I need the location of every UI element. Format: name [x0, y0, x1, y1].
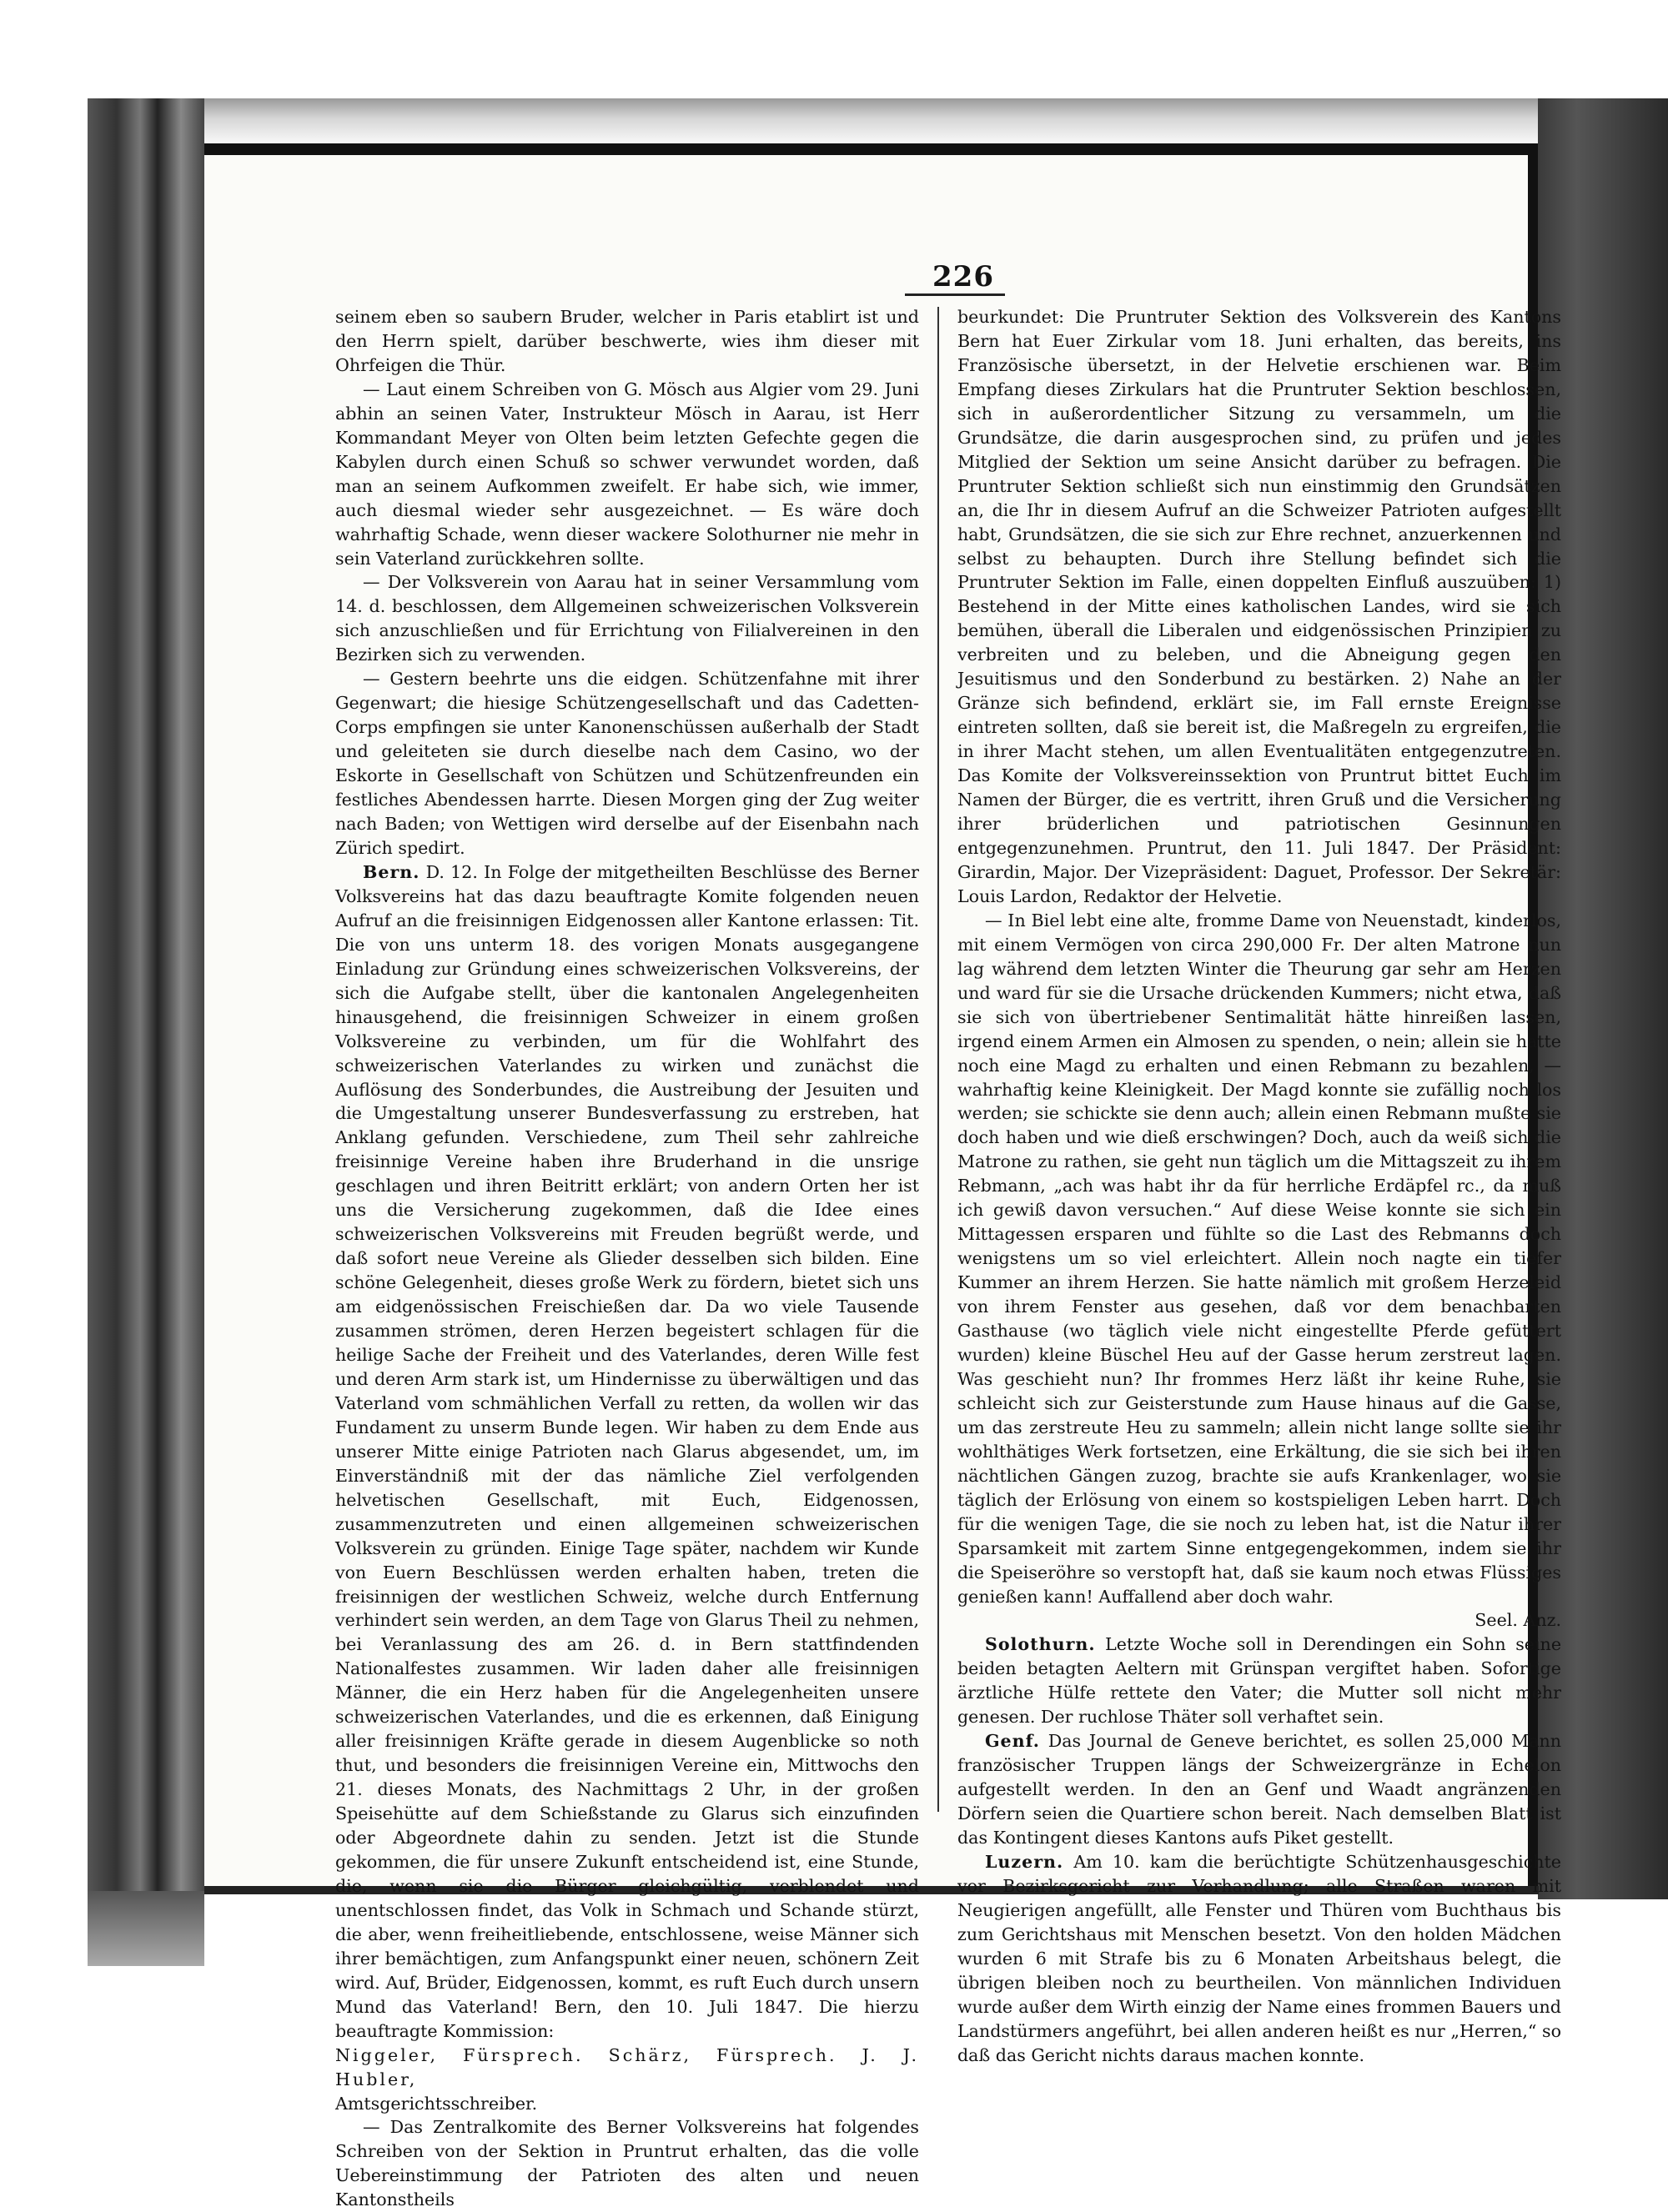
place-dateline: Genf.: [984, 1731, 1040, 1752]
article-paragraph: [335, 570, 919, 667]
dateline-paragraph: [335, 860, 919, 2044]
paragraph-text: Das Journal de Geneve berichtet, es sollen 25,000 Mann französischer Truppen längs der Schweizergränze in Echelon aufgestellt werden. In den an Genf und Waadt angränzenden Dörfern seien die Quartiere schon bereit. Nach demselben Blatt ist das Kontingent dieses Kantons aufs Piket gestellt.: [957, 1731, 1562, 1848]
right-column: [957, 305, 1561, 2068]
book-spine: [88, 98, 204, 1891]
column-divider: [937, 307, 939, 1812]
article-paragraph: [335, 305, 919, 378]
article-paragraph: [335, 667, 919, 860]
paragraph-text: — Gestern beehrte uns die eidgen. Schützenfahne mit ihrer Gegenwart; die hiesige Schützengesellschaft und das Cadetten-Corps empfingen sie unter Kanonenschüssen außerhalb der Stadt und geleiteten sie durch dieselbe nach dem Casino, wo der Eskorte in Gesellschaft von Schützen und Schützenfreunden ein festliches Abendessen harrte. Diesen Morgen ging der Zug weiter nach Baden; von Wettigen wird derselbe auf der Eisenbahn nach Zürich spedirt.: [335, 669, 919, 858]
paragraph-text: Amtsgerichtsschreiber.: [335, 2093, 538, 2114]
dateline-paragraph: [957, 1633, 1561, 1729]
paragraph-text: seinem eben so saubern Bruder, welcher in Paris etablirt ist und den Herrn spielt, darüber beschwerte, wies ihm dieser mit Ohrfeigen die Thür.: [335, 307, 919, 375]
place-dateline: Solothurn.: [984, 1634, 1096, 1655]
article-paragraph: [335, 378, 919, 571]
scan-top-shadow: [88, 98, 1668, 148]
place-dateline: Bern.: [362, 861, 420, 882]
source-signoff: Seel. Anz.: [1475, 1610, 1561, 1631]
paragraph-text: — Das Zentralkomite des Berner Volksvereins hat folgendes Schreiben von der Sektion in Pruntrut erhalten, das die volle Uebereinstimmung der Patrioten des alten und neuen Kantonstheils: [335, 2117, 919, 2210]
article-paragraph: [335, 2092, 919, 2116]
scan-margin-left: [0, 0, 88, 2205]
dateline-paragraph: [957, 1850, 1561, 2068]
article-paragraph: [335, 2115, 919, 2212]
page-number: 226: [932, 260, 994, 293]
paragraph-text: — Der Volksverein von Aarau hat in seiner Versammlung vom 14. d. beschlossen, dem Allgemeinen schweizerischen Volksverein sich anzuschließen und für Errichtung von Filialvereinen in den Bezirken sich zu verwenden.: [335, 572, 919, 665]
paragraph-text: — Laut einem Schreiben von G. Mösch aus Algier vom 29. Juni abhin an seinen Vater, Instrukteur Mösch in Aarau, ist Herr Kommandant Meyer von Olten beim letzten Gefechte gegen die Kabylen durch einen Schuß so schwer verwundet worden, daß man an seinem Aufkommen zweifelt. Er habe sich, wie immer, auch diesmal wieder sehr ausgezeichnet. — Es wäre doch wahrhaftig Schade, wenn dieser wackere Solothurner nie mehr in sein Vaterland zurückkehren sollte.: [335, 379, 919, 569]
paragraph-text: Am 10. kam die berüchtigte Schützenhausgeschichte vor Bezirksgericht zur Verhandlung; alle Straßen waren mit Neugierigen angefüllt, alle Fenster und Thüren vom Buchthaus bis zum Gerichtshaus mit Menschen besetzt. Von den holden Mädchen wurden 6 mit Strafe bis zu 6 Monaten Arbeitshaus belegt, die übrigen bleiben noch zu beurtheilen. Von männlichen Individuen wurde außer dem Wirth einzig der Name eines frommen Bauers und Landstürmers angeführt, bei allen anderen heißt es nur „Herren,“ so daß das Gericht nichts daraus machen konnte.: [957, 1852, 1561, 2065]
page-border-top: [204, 143, 1535, 155]
paragraph-text: — In Biel lebt eine alte, fromme Dame von Neuenstadt, kinderlos, mit einem Vermögen von circa 290,000 Fr. Der alten Matrone nun lag während dem letzten Winter die Theurung gar sehr am Herzen und ward für sie die Ursache drückenden Kummers; nicht etwa, daß sie sich von übertriebener Sentimalität hätte hinreißen lassen, irgend einem Armen ein Almosen zu spenden, o nein; allein sie hatte noch eine Magd zu erhalten und einen Rebmann zu bezahlen, — wahrhaftig keine Kleinigkeit. Der Magd konnte sie zufällig noch los werden; sie schickte sie denn auch; allein einen Rebmann mußte sie doch haben und wie dieß erschwingen? Doch, auch da weiß sich die Matrone zu rathen, sie geht nun täglich um die Mittagszeit zu ihrem Rebmann, „ach was habt ihr da für herrliche Erdäpfel rc., da muß ich gewiß davon versuchen.“ Auf diese Weise konnte sie sich ein Mittagessen ersparen und fühlte so die Last des Rebmanns doch wenigstens um so viel erleichtert. Allein noch nagte ein tiefer Kummer an ihrem Herzen. Sie hatte nämlich mit großem Herzeleid von ihrem Fenster aus gesehen, daß vor dem benachbarten Gasthause (wo täglich viele nicht eingestellte Pferde gefüttert wurden) kleine Büschel Heu auf der Gasse herum zerstreut lagen. Was geschieht nun? Ihr frommes Herz läßt ihr keine Ruhe, sie schleicht sich zur Geisterstunde zum Hause hinaus auf die Gasse, um das zerstreute Heu zu sammeln; allein nicht lange sollte sie ihr wohlthätiges Werk fortsetzen, eine Erkältung, die sie sich bei ihren nächtlichen Gängen zuzog, brachte sie aufs Krankenlager, wo sie täglich der Erlösung von einem so kostspieligen Leben harrt. Doch für die wenigen Tage, die sie noch zu leben hat, ist die Natur ihrer Sparsamkeit mit zartem Sinne entgegengekommen, indem sie ihr die Speiseröhre so verstopft hat, daß sie kaum noch etwas Flüssiges genießen kann! Auffallend aber doch wahr.: [957, 910, 1561, 1607]
article-paragraph: [957, 305, 1561, 909]
paragraph-text: Letzte Woche soll in Derendingen ein Sohn seine beiden betagten Aeltern mit Grünspan vergiftet haben. Sofortige ärztliche Hülfe rettete den Vater; die Mutter soll nicht mehr genesen. Der ruchlose Thäter soll verhaftet sein.: [957, 1634, 1562, 1728]
article-paragraph: [957, 909, 1561, 1633]
dateline-paragraph: [957, 1729, 1561, 1850]
page-number-rule: [905, 293, 1005, 296]
book-edge-bottom: [88, 1891, 204, 1966]
paragraph-text: Niggeler, Fürsprech. Schärz, Fürsprech. J. J. Hubler,: [335, 2044, 919, 2089]
place-dateline: Luzern.: [984, 1852, 1064, 1872]
article-paragraph: [335, 2044, 919, 2092]
left-column: [335, 305, 919, 2212]
paragraph-text: D. 12. In Folge der mitgetheilten Beschlüsse des Berner Volksvereins hat das dazu beauftragte Komite folgenden neuen Aufruf an die freisinnigen Eidgenossen aller Kantone erlassen: Tit. Die von uns unterm 18. des vorigen Monats ausgegangene Einladung zur Gründung eines schweizerischen Volksvereins, der sich die Aufgabe stellt, über die kantonalen Angelegenheiten hinausgehend, die freisinnigen Schweizer in einem großen Volksvereine zu verbinden, um für die Wohlfahrt des schweizerischen Vaterlandes zu wirken und zunächst die Auflösung des Sonderbundes, die Austreibung der Jesuiten und die Umgestaltung unserer Bundesverfassung zu erstreben, hat Anklang gefunden. Verschiedene, zum Theil sehr zahlreiche freisinnige Vereine haben ihre Bruderhand in die unsrige geschlagen und ihren Beitritt erklärt; von andern Orten her ist uns die Versicherung zugekommen, daß die Idee eines schweizerischen Volksvereins mit Freuden begrüßt werde, und daß sofort neue Vereine als Glieder desselben sich bilden. Eine schöne Gelegenheit, dieses große Werk zu fördern, bietet sich uns am eidgenössischen Freischießen dar. Da wo viele Tausende zusammen strömen, deren Herzen begeistert schlagen für die heilige Sache der Freiheit und des Vaterlandes, deren Wille fest und deren Arm stark ist, um Hindernisse zu überwältigen und das Vaterland vom schmählichen Verfall zu retten, da wollen wir das Fundament zu unserm Bunde legen. Wir haben zu dem Ende aus unserer Mitte einige Patrioten nach Glarus abgesendet, um, im Einverständniß mit der das nämliche Ziel verfolgenden helvetischen Gesellschaft, mit Euch, Eidgenossen, zusammenzutreten und einen allgemeinen schweizerischen Volksverein zu gründen. Einige Tage später, nachdem wir Kunde von Euern Beschlüssen werden erhalten haben, treten die freisinnigen der westlichen Schweiz, welche durch Entfernung verhindert sein werden, an dem Tage von Glarus Theil zu nehmen, bei Veranlassung des am 26. d. in Bern stattfindenden Nationalfestes zusammen. Wir laden daher alle freisinnigen Männer, die ein Herz haben für die Angelegenheiten unsere schweizerischen Vaterlandes, und die es erkennen, daß Einigung aller freisinnigen Kräfte gerade in diesem Augenblicke so noth thut, und besonders die freisinnigen Vereine ein, Mittwochs den 21. dieses Monats, des Nachmittags 2 Uhr, in der großen Speisehütte auf dem Schießstande zu Glarus sich einzufinden oder Abgeordnete dahin zu senden. Jetzt ist die Stunde gekommen, die für unsere Zukunft entscheidend ist, eine Stunde, die, wenn sie die Bürger gleichgültig, verblendet und unentschlossen findet, das Volk in Schmach und Schande stürzt, die aber, wenn freiheitliebende, entschlossene, weise Männer sich ihrer bemächtigen, zum Anfangspunkt einer neuen, schönern Zeit wird. Auf, Brüder, Eidgenossen, kommt, es ruft Euch durch unsern Mund das Vaterland! Bern, den 10. Juli 1847. Die hierzu beauftragte Kommission:: [335, 861, 919, 2041]
paragraph-text: beurkundet: Die Pruntruter Sektion des Volksverein des Kantons Bern hat Euer Zirkular vom 18. Juni erhalten, das bereits, ins Französische übersetzt, in der Helvetie erschienen war. Beim Empfang dieses Zirkulars hat die Pruntruter Sektion beschlossen, sich in außerordentlicher Sitzung zu versammeln, um die Grundsätze, die darin ausgesprochen sind, zu prüfen und jedes Mitglied der Sektion um seine Ansicht darüber zu befragen. Die Pruntruter Sektion schließt sich nun einstimmig den Grundsätzen an, die Ihr in diesem Aufruf an die Schweizer Patrioten aufgestellt habt, Grundsätzen, die sie sich zur Ehre rechnet, anzuerkennen und selbst zu behaupten. Durch ihre Stellung befindet sich die Pruntruter Sektion im Falle, einen doppelten Einfluß auszuüben: 1) Bestehend in der Mitte eines katholischen Landes, wird sie sich bemühen, überall die Liberalen und eidgenössischen Prinzipien zu verbreiten und zu beleben, und die Abneigung gegen den Jesuitismus und den Sonderbund zu bestärken. 2) Nahe an der Gränze sich befindend, erklärt sie, im Fall ernste Ereignisse eintreten sollten, daß sie bereit ist, die Maßregeln zu ergreifen, die in ihrer Macht stehen, um allen Eventualitäten entgegenzutreten. Das Komite der Volksvereinssektion von Pruntrut bittet Euch im Namen der Bürger, die es vertritt, ihren Gruß und die Versicherung ihrer brüderlichen und patriotischen Gesinnungen entgegenzunehmen. Pruntrut, den 11. Juli 1847. Der Präsident: Girardin, Major. Der Vizepräsident: Daguet, Professor. Der Sekretär: Louis Lardon, Redaktor der Helvetie.: [957, 307, 1561, 906]
